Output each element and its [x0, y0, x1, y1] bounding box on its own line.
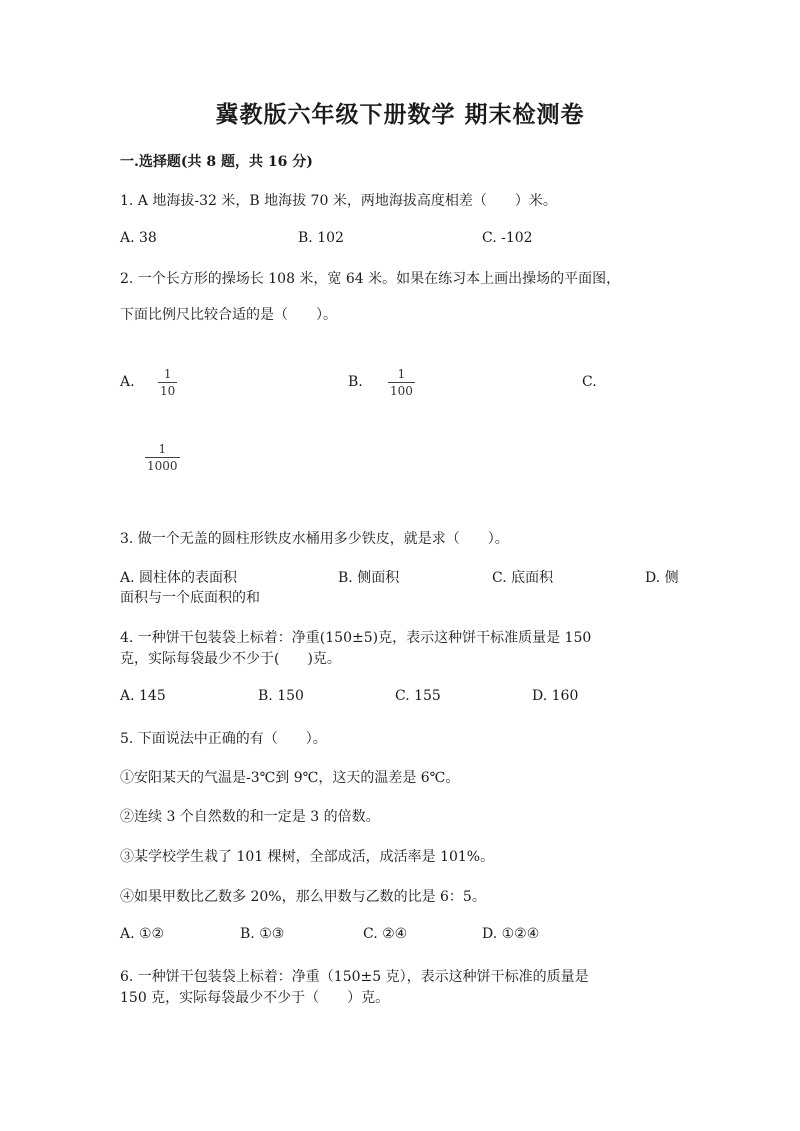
question-5-option-a[interactable]: A. ①② [120, 926, 165, 942]
page-title: 冀教版六年级下册数学 期末检测卷 [215, 101, 585, 128]
fraction-denominator: 10 [160, 384, 176, 398]
fraction-denominator: 100 [390, 384, 413, 398]
question-1-text: 1. A 地海拔-32 米，B 地海拔 70 米，两地海拔高度相差（ ）米。 [120, 193, 557, 209]
question-4-option-a[interactable]: A. 145 [120, 688, 166, 704]
question-5-statement-2: ②连续 3 个自然数的和一定是 3 的倍数。 [120, 809, 380, 825]
question-2-option-c[interactable]: C. [582, 374, 597, 390]
question-3-option-d-continued: 面积与一个底面积的和 [120, 590, 260, 606]
question-4-text-line2: 克，实际每袋最少不少于( )克。 [120, 651, 341, 667]
question-2-text-line1: 2. 一个长方形的操场长 108 米，宽 64 米。如果在练习本上画出操场的平面图， [120, 271, 621, 287]
question-5-statement-3: ③某学校学生栽了 101 棵树，全部成活，成活率是 101%。 [120, 849, 495, 865]
fraction-denominator: 1000 [147, 459, 178, 473]
fraction-numerator: 1 [397, 367, 406, 381]
question-5-text: 5. 下面说法中正确的有（ ）。 [120, 731, 327, 747]
question-2-option-a-fraction [158, 368, 177, 397]
question-3-option-d[interactable]: D. 侧 [645, 570, 679, 586]
question-5-statement-4: ④如果甲数比乙数多 20%，那么甲数与乙数的比是 6：5。 [120, 889, 486, 905]
question-6-text-line2: 150 克，实际每袋最少不少于（ ）克。 [120, 990, 390, 1006]
fraction-numerator: 1 [163, 367, 172, 381]
question-5-option-d[interactable]: D. ①②④ [482, 926, 540, 942]
question-5-statement-1: ①安阳某天的气温是-3℃到 9℃，这天的温差是 6℃。 [120, 770, 460, 786]
question-4-text-line1: 4. 一种饼干包装袋上标着：净重(150±5)克，表示这种饼干标准质量是 150 [120, 630, 592, 646]
question-6-text-line1: 6. 一种饼干包装袋上标着：净重（150±5 克），表示这种饼干标准的质量是 [120, 969, 589, 985]
question-2-option-a[interactable]: A. [120, 374, 135, 390]
question-1-option-a[interactable]: A. 38 [120, 230, 157, 246]
question-3-option-b[interactable]: B. 侧面积 [338, 570, 400, 586]
question-2-option-c-fraction [145, 443, 180, 472]
question-4-option-d[interactable]: D. 160 [532, 688, 579, 704]
question-2-text-line2: 下面比例尺比较合适的是（ ）。 [120, 307, 337, 323]
question-1-option-b[interactable]: B. 102 [298, 230, 344, 246]
question-3-text: 3. 做一个无盖的圆柱形铁皮水桶用多少铁皮，就是求（ ）。 [120, 531, 509, 547]
question-3-option-c[interactable]: C. 底面积 [492, 570, 554, 586]
question-2-option-b[interactable]: B. [348, 374, 363, 390]
question-5-option-c[interactable]: C. ②④ [363, 926, 408, 942]
section-heading: 一.选择题(共 8 题，共 16 分) [120, 154, 313, 170]
question-5-option-b[interactable]: B. ①③ [240, 926, 285, 942]
question-4-option-c[interactable]: C. 155 [395, 688, 441, 704]
fraction-numerator: 1 [158, 442, 167, 456]
question-1-option-c[interactable]: C. -102 [482, 230, 533, 246]
question-2-option-b-fraction [388, 368, 415, 397]
question-3-option-a[interactable]: A. 圆柱体的表面积 [120, 570, 238, 586]
question-4-option-b[interactable]: B. 150 [258, 688, 304, 704]
